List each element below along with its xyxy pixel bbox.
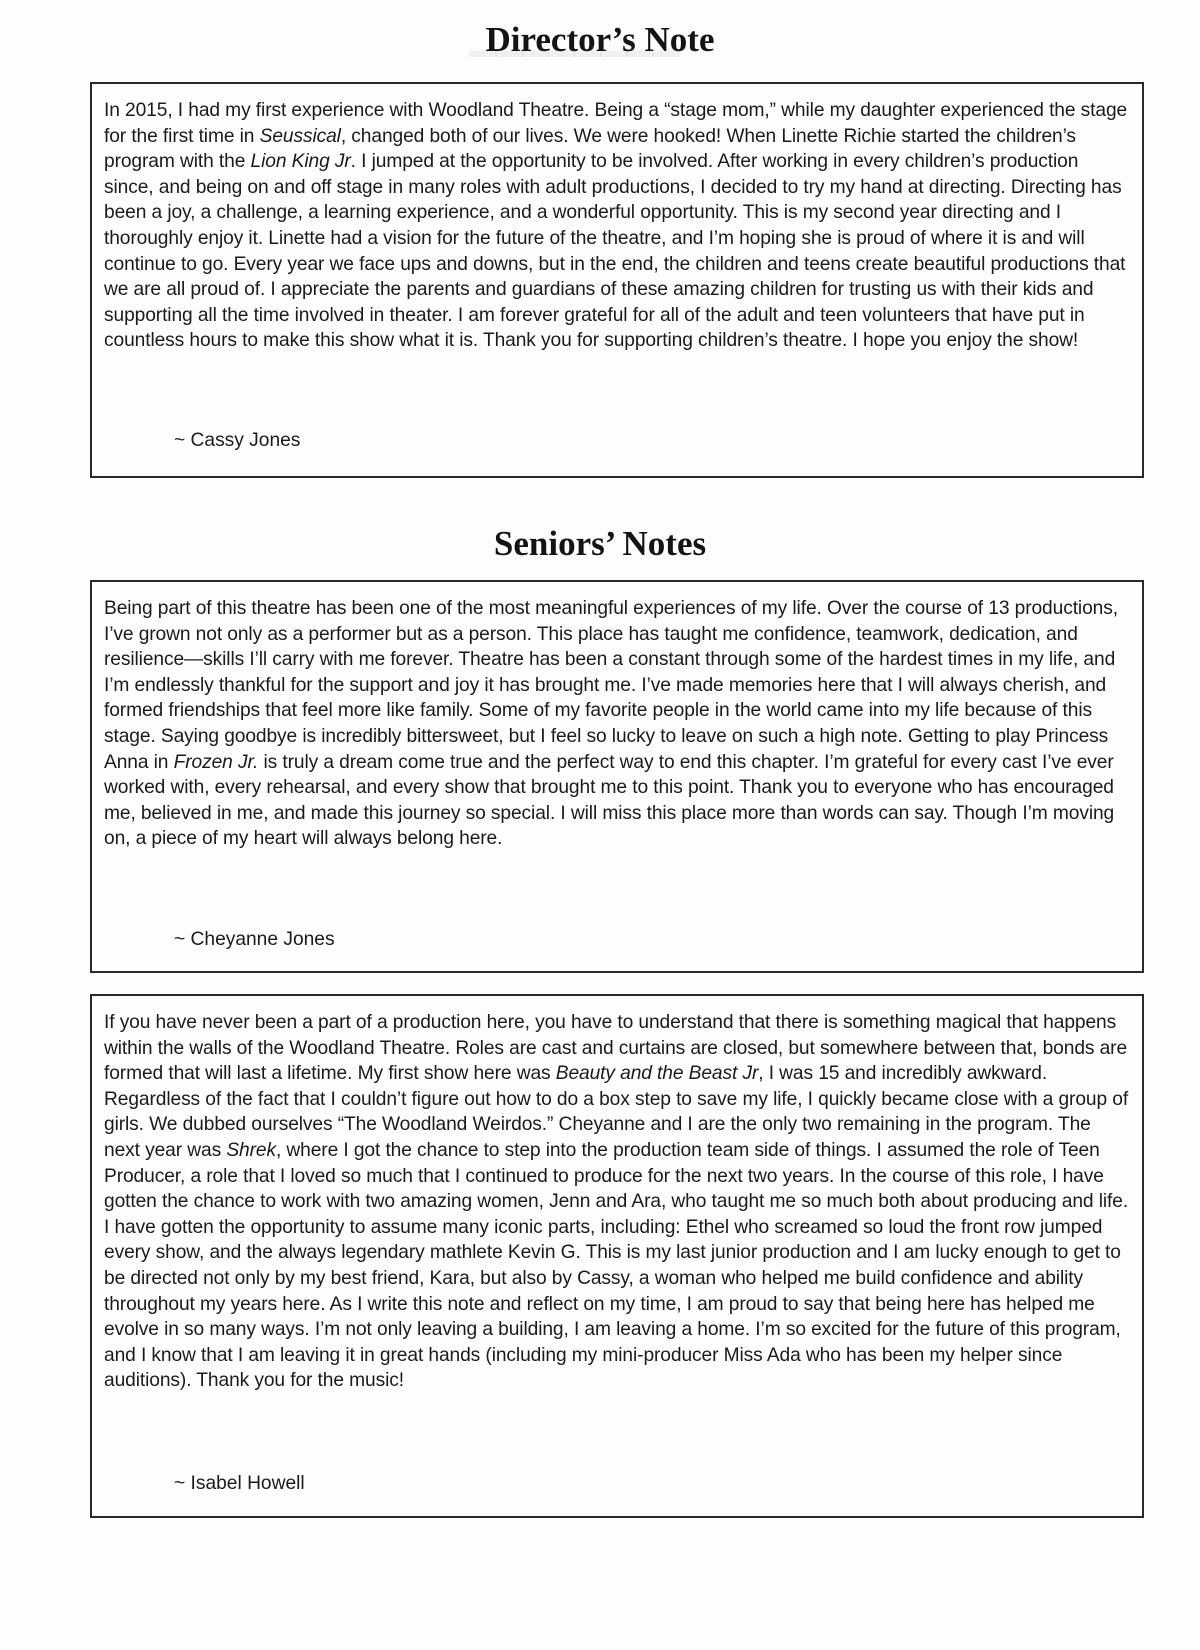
show-title: Seussical [259,125,341,147]
show-title: Beauty and the Beast Jr [555,1063,759,1085]
text-segment: , changed both of our lives. We were hooked! When Linette Richie started the children’s program with the [104,125,1076,173]
text-segment: . I jumped at the opportunity to be involved. After working in every children’s production since, and being on and off stage in many roles with adult productions, I decided to try my hand at directing. Directing has been a joy, a challenge, a learning experience, and a wonderful opportunity. This is my second year directing and I thoroughly enjoy it. Linette had a vision for the future of the theatre, and I’m hoping she is proud of where it is and will continue to go. Every year we face ups and downs, but in the end, the children and teens create beautiful productions that we are all proud of. I appreciate the parents and guardians of these amazing children for trusting us with their kids and supporting all the time involved in theater. I am forever grateful for all of the adult and teen volunteers that have put in countless hours to make this show what it is. Thank you for supporting children’s theatre. I hope you enjoy the show! [104,151,1126,352]
show-title: Lion King Jr [250,151,351,173]
senior-note-text-cheyenne [92,582,1142,852]
directors-signature: ~ Cassy Jones [174,430,301,451]
directors-note-box [90,82,1144,478]
show-title: Frozen Jr. [173,751,259,773]
senior-note-box-cheyenne [90,580,1144,973]
senior-note-text-isabel [92,996,1142,1394]
directors-note-text [92,84,1142,354]
text-segment: Being part of this theatre has been one of the most meaningful experiences of my life. Over the course of 13 productions, I’ve grown not only as a performer but as a person. This place has taught me confidence, teamwork, dedication, and resilience—skills I’ll carry with me forever. Theatre has been a constant through some of the hardest times in my life, and I’m endlessly thankful for the support and joy it has brought me. I’ve made memories here that I will always cherish, and formed friendships that feel more like family. Some of my favorite people in the world came into my life because of this stage. Saying goodbye is incredibly bittersweet, but I feel so lucky to leave on such a high note. Getting to play Princess Anna in [104,598,1118,773]
senior-note-box-isabel [90,994,1144,1518]
text-segment: , I was 15 and incredibly awkward. Regardless of the fact that I couldn’t figure out how to do a box step to save my life, I quickly became close with a group of girls. We dubbed ourselves “The Woodland Weirdos.” Cheyanne and I are the only two remaining in the program. The next year was [104,1063,1129,1161]
text-segment: In 2015, I had my first experience with Woodland Theatre. Being a “stage mom,” while my daughter experienced the stage for the first time in [104,100,1128,147]
directors-note-heading: Director’s Note [485,20,715,59]
text-segment: is truly a dream come true and the perfect way to end this chapter. I’m grateful for every cast I’ve ever worked with, every rehearsal, and every show that brought me to this point. Thank you to everyone who has encouraged me, believed in me, and made this journey so special. I will miss this place more than words can say. Though I’m moving on, a piece of my heart will always belong here. [104,751,1115,850]
senior-signature-cheyenne: ~ Cheyanne Jones [174,929,335,950]
senior-signature-isabel: ~ Isabel Howell [174,1473,305,1494]
bleed-through-decoration: ▔▔▔▔▔▔▔▔ [470,54,680,91]
show-title: Shrek [226,1139,276,1161]
text-segment: If you have never been a part of a production here, you have to understand that there is something magical that happens within the walls of the Woodland Theatre. Roles are cast and curtains are closed, but somewhere between that, bonds are formed that will last a lifetime. My first show here was [104,1012,1128,1085]
seniors-notes-heading: Seniors’ Notes [493,524,707,563]
text-segment: , where I got the chance to step into the production team side of things. I assumed the role of Teen Producer, a role that I loved so much that I continued to produce for the next two years. In the course of this role, I have gotten the chance to work with two amazing women, Jenn and Ara, who taught me so much both about producing and life. I have gotten the opportunity to assume many iconic parts, including: Ethel who screamed so loud the front row jumped every show, and the always legendary mathlete Kevin G. This is my last junior production and I am lucky enough to get to be directed not only by my best friend, Kara, but also by Cassy, a woman who helped me build confidence and ability throughout my years here. As I write this note and reflect on my time, I am proud to say that being here has helped me evolve in so many ways. I’m not only leaving a building, I am leaving a home. I’m so excited for the future of this program, and I know that I am leaving it in great hands (including my mini-producer Miss Ada who has been my helper since auditions). Thank you for the music! [104,1139,1129,1392]
